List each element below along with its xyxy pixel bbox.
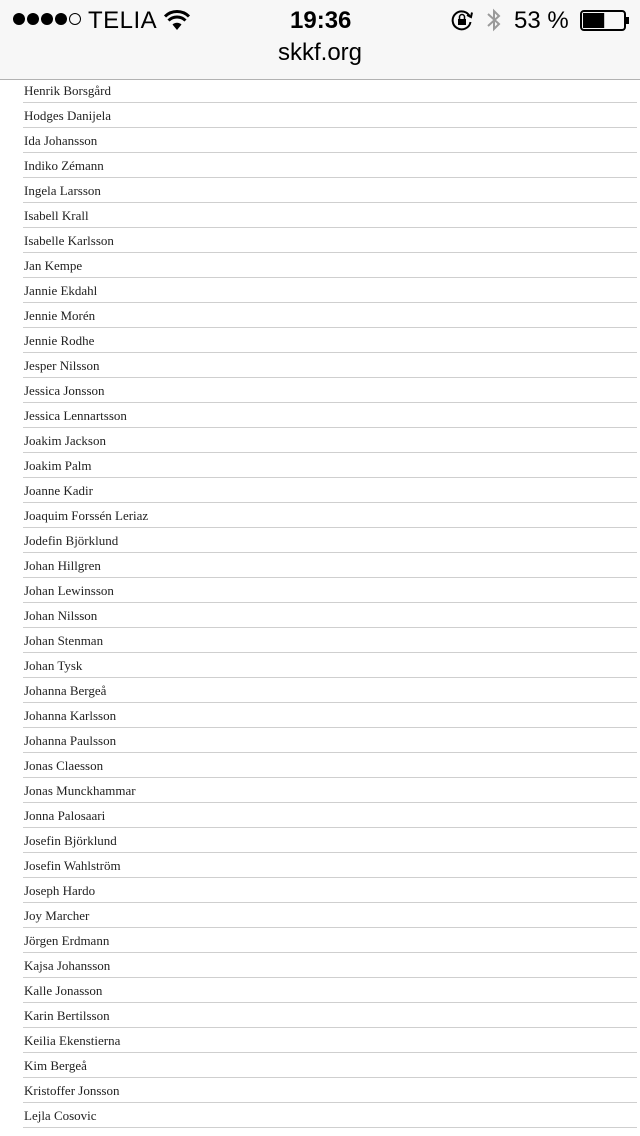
list-item[interactable] [23,703,637,728]
list-item[interactable] [23,778,637,803]
list-item[interactable] [23,253,637,278]
list-item-name: Jan Kempe [24,258,83,273]
list-item[interactable] [23,103,637,128]
list-item-name: Jonas Claesson [24,758,104,773]
clock: 19:36 [290,7,352,34]
list-item[interactable] [23,878,637,903]
list-item[interactable] [23,128,637,153]
list-item-name: Johanna Karlsson [24,708,117,723]
list-item-name: Johanna Bergeå [24,683,107,698]
battery-icon [580,10,630,31]
list-item[interactable] [23,328,637,353]
list-item-name: Kim Bergeå [24,1058,87,1073]
list-item-name: Joakim Palm [24,458,92,473]
list-item-name: Johan Nilsson [24,608,98,623]
list-item-name: Ingela Larsson [24,183,101,198]
list-item-name: Hodges Danijela [24,108,112,123]
list-item-name: Lejla Cosovic [24,1108,97,1123]
list-item-name: Kalle Jonasson [24,983,103,998]
list-item-name: Kajsa Johansson [24,958,111,973]
list-item-name: Jonna Palosaari [24,808,106,823]
list-item[interactable] [23,303,637,328]
list-item[interactable] [23,403,637,428]
list-item[interactable] [23,978,637,1003]
list-item[interactable] [23,728,637,753]
list-item-name: Johan Hillgren [24,558,101,573]
signal-strength-icon [13,13,81,29]
wifi-icon [164,9,190,31]
list-item[interactable] [23,1028,637,1053]
list-item-name: Joy Marcher [24,908,90,923]
list-item-name: Joanne Kadir [24,483,93,498]
list-item-name: Josefin Wahlström [24,858,121,873]
list-item-name: Jessica Jonsson [24,383,105,398]
list-item[interactable] [23,578,637,603]
list-item-name: Jodefin Björklund [24,533,119,548]
list-item[interactable] [23,628,637,653]
list-item-name: Henrik Borsgård [24,83,112,98]
list-item[interactable] [23,1078,637,1103]
list-item[interactable] [23,953,637,978]
rotation-lock-icon [451,9,473,31]
list-item-name: Joaquim Forssén Leriaz [24,508,149,523]
list-item-name: Johan Lewinsson [24,583,114,598]
list-item-name: Johan Tysk [24,658,83,673]
list-item-name: Karin Bertilsson [24,1008,110,1023]
name-list [0,79,640,1128]
list-item[interactable] [23,178,637,203]
list-item-name: Isabell Krall [24,208,89,223]
list-item[interactable] [23,803,637,828]
list-item-name: Indiko Zémann [24,158,104,173]
bluetooth-icon [485,7,503,33]
list-item-name: Jessica Lennartsson [24,408,127,423]
list-item[interactable] [23,528,637,553]
list-item-name: Jannie Ekdahl [24,283,98,298]
list-item[interactable] [23,453,637,478]
list-item[interactable] [23,1003,637,1028]
list-item-name: Jörgen Erdmann [24,933,110,948]
list-item[interactable] [23,853,637,878]
list-item[interactable] [23,903,637,928]
list-item[interactable] [23,278,637,303]
list-item[interactable] [23,228,637,253]
list-item[interactable] [23,603,637,628]
list-item[interactable] [23,428,637,453]
list-item[interactable] [23,1053,637,1078]
status-and-url-bar [0,0,640,80]
list-item[interactable] [23,503,637,528]
list-item[interactable] [23,79,637,103]
list-item-name: Josefin Björklund [24,833,117,848]
list-item-name: Jennie Morén [24,308,96,323]
list-item-name: Jonas Munckhammar [24,783,136,798]
list-item-name: Jennie Rodhe [24,333,95,348]
list-item[interactable] [23,678,637,703]
list-item[interactable] [23,553,637,578]
list-item[interactable] [23,653,637,678]
list-item[interactable] [23,378,637,403]
list-item-name: Ida Johansson [24,133,98,148]
list-item[interactable] [23,1103,637,1128]
list-item-name: Keilia Ekenstierna [24,1033,121,1048]
list-item[interactable] [23,753,637,778]
list-item-name: Joakim Jackson [24,433,106,448]
list-item-name: Johan Stenman [24,633,104,648]
list-item-name: Johanna Paulsson [24,733,117,748]
list-item[interactable] [23,353,637,378]
list-item[interactable] [23,928,637,953]
battery-percentage: 53 % [514,7,569,34]
list-item[interactable] [23,153,637,178]
carrier-name: TELIA [88,7,158,34]
list-item[interactable] [23,478,637,503]
list-item[interactable] [23,828,637,853]
list-item[interactable] [23,203,637,228]
list-item-name: Kristoffer Jonsson [24,1083,120,1098]
url-bar[interactable]: skkf.org [277,39,363,66]
list-item-name: Jesper Nilsson [24,358,100,373]
list-item-name: Isabelle Karlsson [24,233,114,248]
list-item-name: Joseph Hardo [24,883,96,898]
